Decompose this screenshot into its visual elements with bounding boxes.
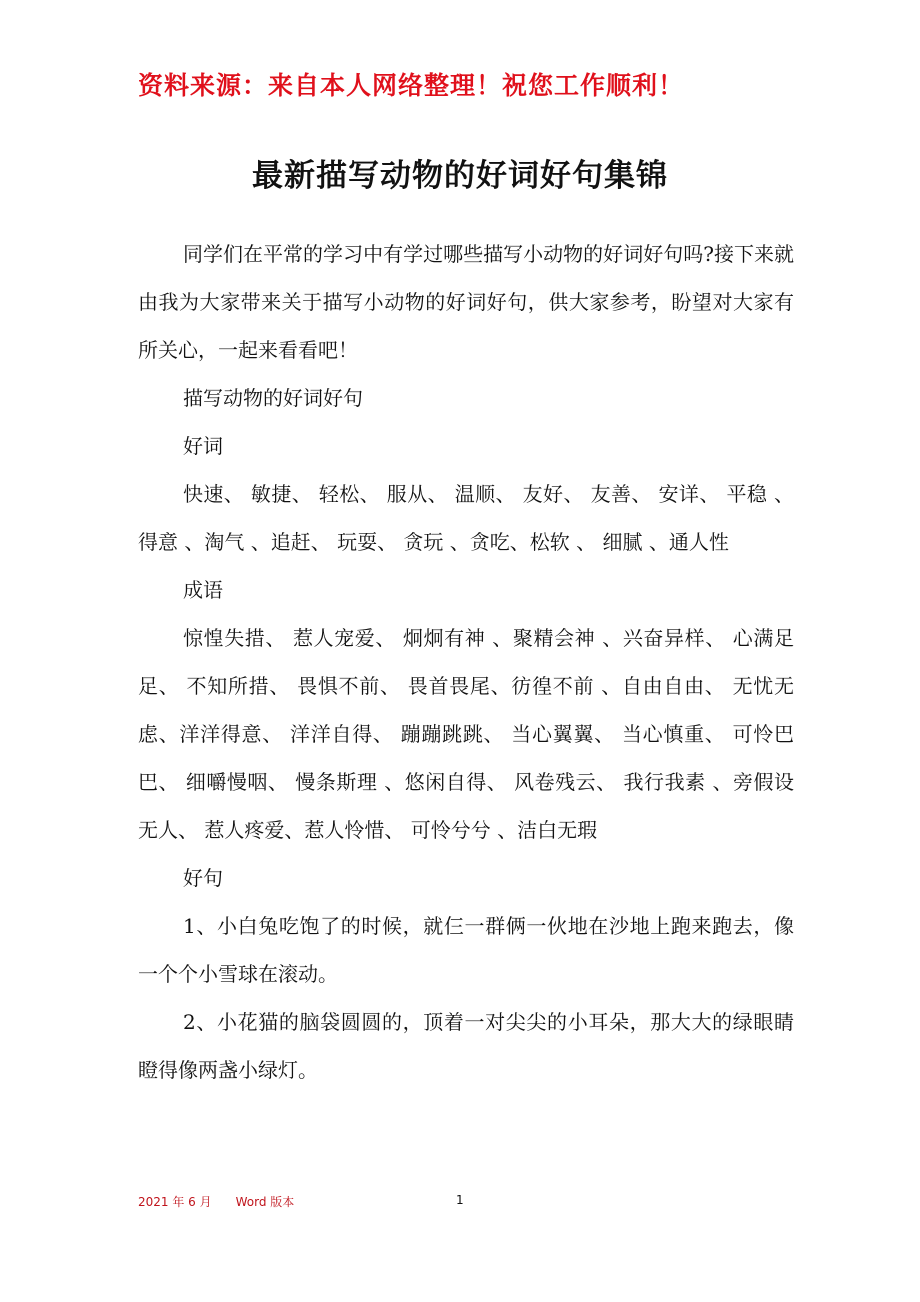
idiom-list: 惊惶失措、 惹人宠爱、 炯炯有神 、聚精会神 、兴奋异样、 心满足足、 不知所措、 畏惧不前、 畏首畏尾、彷徨不前 、自由自由、 无忧无虑、洋洋得意、 洋洋自得、 蹦蹦跳跳、 当心翼翼、 当心慎重、 可怜巴巴、 细嚼慢咽、 慢条斯理 、悠闲自得、 风卷残云、 我行我素 、旁假设无人、 惹人疼爱、惹人怜惜、 可怜兮兮 、洁白无瑕 <box>138 626 794 842</box>
subheading-idioms: 成语 <box>183 578 223 602</box>
source-banner: 资料来源：来自本人网络整理！祝您工作顺利！ <box>138 71 685 100</box>
subheading-words: 好词 <box>183 434 223 458</box>
document-body <box>138 230 794 1094</box>
page-number: 1 <box>456 1193 464 1207</box>
section-heading: 描写动物的好词好句 <box>183 386 363 410</box>
footer-date: 2021 年 6 月 Word 版本 <box>138 1195 295 1209</box>
subheading-sentences: 好句 <box>183 866 223 890</box>
sentence-item: 1、小白兔吃饱了的时候，就仨一群俩一伙地在沙地上跑来跑去，像一个个小雪球在滚动。 <box>138 914 794 986</box>
word-list: 快速、 敏捷、 轻松、 服从、 温顺、 友好、 友善、 安详、 平稳 、得意 、淘气 、追赶、 玩耍、 贪玩 、贪吃、松软 、 细腻 、通人性 <box>138 482 794 554</box>
sentence-item: 2、小花猫的脑袋圆圆的，顶着一对尖尖的小耳朵，那大大的绿眼睛瞪得像两盏小绿灯。 <box>138 1010 794 1082</box>
intro-paragraph: 同学们在平常的学习中有学过哪些描写小动物的好词好句吗?接下来就由我为大家带来关于描写小动物的好词好句，供大家参考，盼望对大家有所关心，一起来看看吧！ <box>138 242 794 362</box>
document-title: 最新描写动物的好词好句集锦 <box>252 158 668 194</box>
